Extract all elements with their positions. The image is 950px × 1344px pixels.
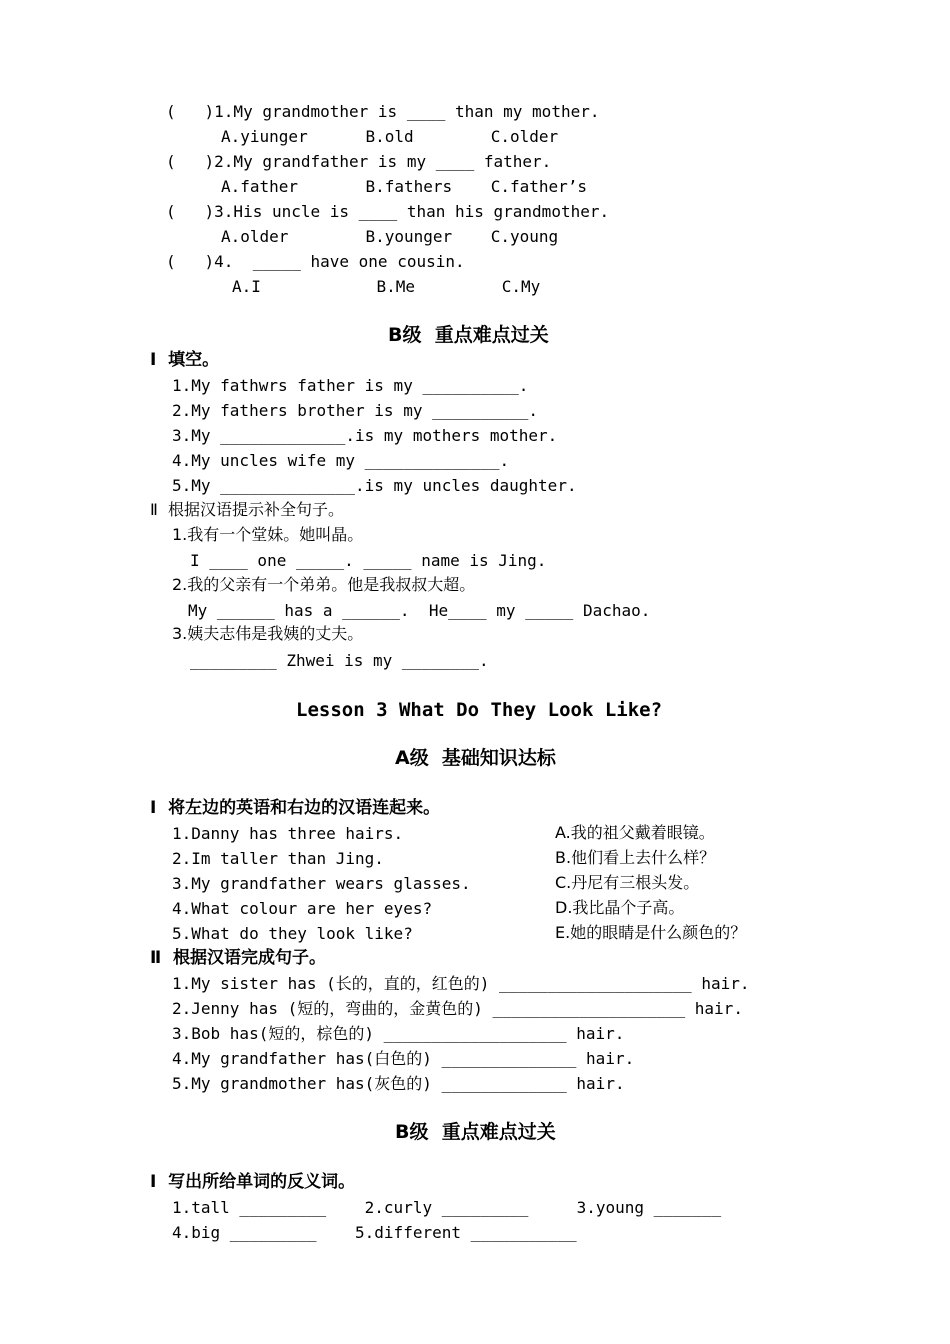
- complete-item-1: 1.My sister has (长的，直的，红色的) ____________________ hair.: [172, 974, 750, 993]
- question-4-options: A.I B.Me C.My: [232, 277, 541, 296]
- fill-item-2: 2.My fathers brother is my __________.: [172, 401, 539, 420]
- section-complete-title: Ⅱ 根据汉语完成句子。: [150, 948, 327, 968]
- b-level-heading-2: B级 重点难点过关: [395, 1121, 556, 1143]
- section-complete-sentence-title: Ⅱ 根据汉语提示补全句子。: [150, 500, 345, 519]
- fill-item-4: 4.My uncles wife my ______________.: [172, 451, 510, 470]
- complete-item-5: 5.My grandmother has(灰色的) _____________ hair.: [172, 1074, 625, 1093]
- fill-item-3: 3.My _____________.is my mothers mother.: [172, 426, 558, 445]
- fill-item-1: 1.My fathwrs father is my __________.: [172, 376, 529, 395]
- complete-item-4: 4.My grandfather has(白色的) ______________ hair.: [172, 1049, 635, 1068]
- complete-item-3: 3.Bob has(短的，棕色的) ___________________ hair.: [172, 1024, 625, 1043]
- sentence-2-english: My ______ has a ______. He____ my _____ Dachao.: [188, 601, 651, 620]
- match-right-e: E.她的眼睛是什么颜色的？: [555, 923, 747, 942]
- match-right-c: C.丹尼有三根头发。: [555, 873, 700, 892]
- fill-item-5: 5.My ______________.is my uncles daughter.: [172, 476, 577, 495]
- question-3-options: A.older B.younger C.young: [221, 227, 559, 246]
- match-right-a: A.我的祖父戴着眼镜。: [555, 823, 715, 842]
- match-right-b: B.他们看上去什么样？: [555, 848, 716, 867]
- sentence-3-chinese: 3.姨夫志伟是我姨的丈夫。: [172, 624, 364, 643]
- match-left-2: 2.Im taller than Jing.: [172, 849, 384, 868]
- question-1: ( )1.My grandmother is ____ than my mother.: [166, 102, 600, 121]
- antonym-row-2: 4.big _________ 5.different ___________: [172, 1223, 577, 1242]
- sentence-1-english: I ____ one _____. _____ name is Jing.: [190, 551, 547, 570]
- question-3: ( )3.His uncle is ____ than his grandmother.: [166, 202, 610, 221]
- lesson-title: Lesson 3 What Do They Look Like?: [296, 699, 663, 721]
- section-antonym-title: Ⅰ 写出所给单词的反义词。: [150, 1172, 356, 1192]
- question-2-options: A.father B.fathers C.father’s: [221, 177, 588, 196]
- complete-item-2: 2.Jenny has (短的，弯曲的，金黄色的) ____________________ hair.: [172, 999, 743, 1018]
- match-right-d: D.我比晶个子高。: [555, 898, 685, 917]
- sentence-2-chinese: 2.我的父亲有一个弟弟。他是我叔叔大超。: [172, 575, 476, 594]
- a-level-heading: A级 基础知识达标: [395, 747, 556, 769]
- sentence-3-english: _________ Zhwei is my ________.: [190, 651, 489, 670]
- match-left-4: 4.What colour are her eyes?: [172, 899, 433, 918]
- sentence-1-chinese: 1.我有一个堂妹。她叫晶。: [172, 525, 364, 544]
- question-2: ( )2.My grandfather is my ____ father.: [166, 152, 552, 171]
- question-4: ( )4. _____ have one cousin.: [166, 252, 465, 271]
- antonym-row-1: 1.tall _________ 2.curly _________ 3.young _______: [172, 1198, 722, 1217]
- match-left-3: 3.My grandfather wears glasses.: [172, 874, 471, 893]
- question-1-options: A.yiunger B.old C.older: [221, 127, 559, 146]
- match-left-1: 1.Danny has three hairs.: [172, 824, 404, 843]
- match-left-5: 5.What do they look like?: [172, 924, 413, 943]
- b-level-heading: B级 重点难点过关: [388, 324, 549, 346]
- section-match-title: Ⅰ 将左边的英语和右边的汉语连起来。: [150, 798, 441, 818]
- section-fill-blank-title: Ⅰ 填空。: [150, 350, 220, 370]
